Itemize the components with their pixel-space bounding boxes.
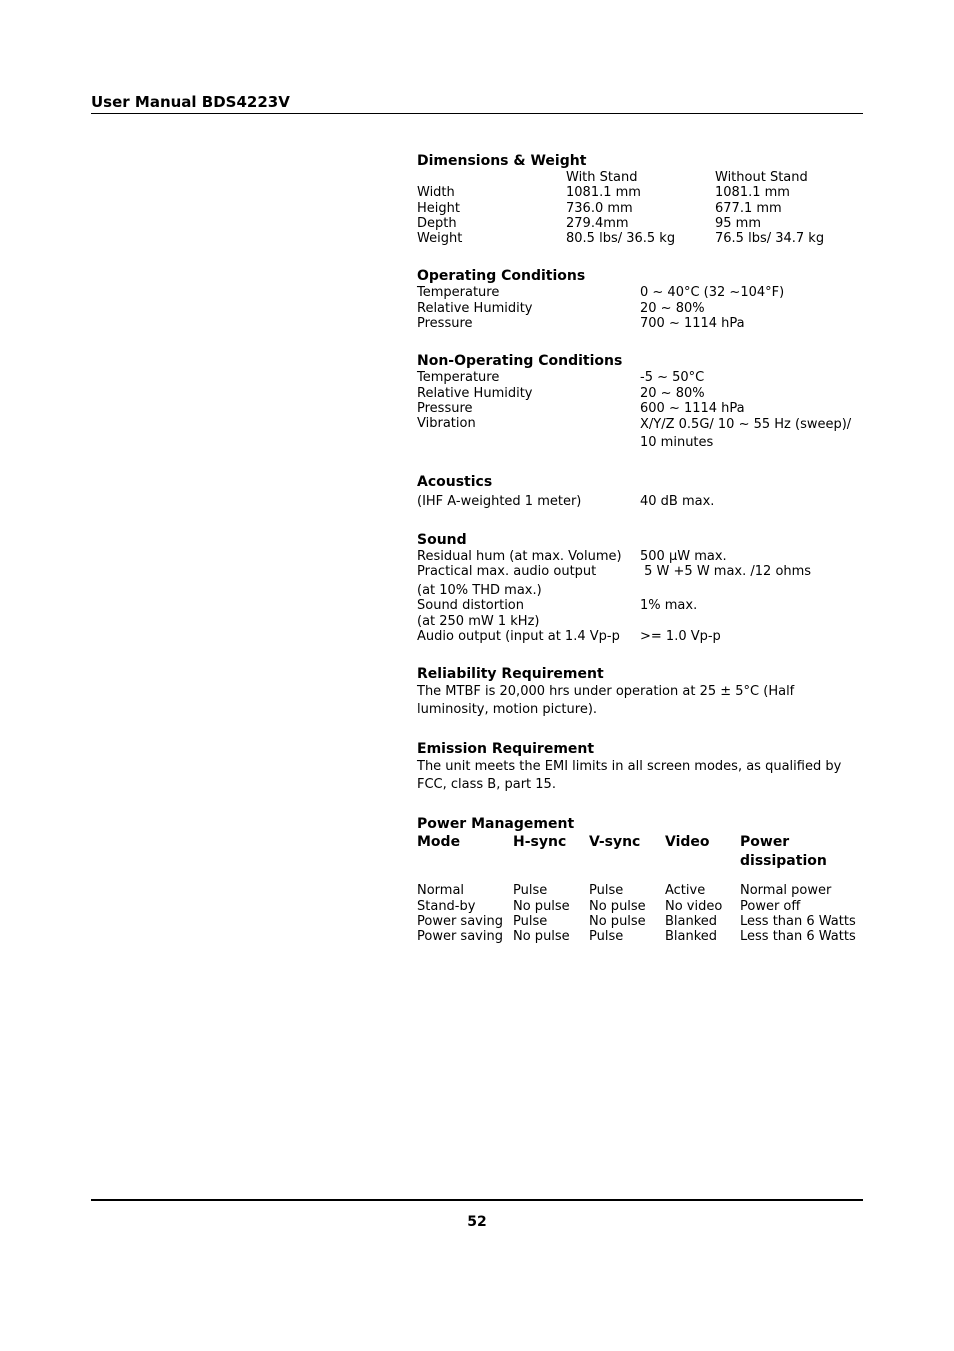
spec-value: 1% max. — [640, 598, 698, 614]
spec-value: 40 dB max. — [640, 494, 715, 510]
reliability-section — [417, 665, 857, 719]
dimensions-section — [417, 152, 857, 246]
table-row — [417, 216, 857, 231]
col-mode: Mode — [417, 834, 461, 851]
power-title: Power Management — [417, 816, 575, 833]
dim-label: Depth — [417, 215, 457, 231]
pm-vsync: No pulse — [589, 913, 646, 929]
dim-without: 677.1 mm — [715, 200, 782, 216]
spec-label: Pressure — [417, 400, 473, 416]
spec-label: Relative Humidity — [417, 300, 533, 316]
table-row — [417, 494, 857, 509]
spec-value: 500 μW max. — [640, 548, 727, 564]
spec-label: Residual hum (at max. Volume) — [417, 548, 622, 564]
table-row — [417, 914, 857, 929]
footer-divider — [91, 1199, 863, 1201]
document-header-title: User Manual BDS4223V — [91, 93, 290, 111]
power-header-row — [417, 833, 857, 871]
pm-power: Normal power — [740, 883, 832, 899]
non-operating-section — [417, 352, 857, 452]
spec-value: 5 W +5 W max. /12 ohms — [640, 563, 812, 579]
emission-section — [417, 740, 857, 794]
col-hsync: H-sync — [513, 834, 567, 851]
spec-value: 600 ~ 1114 hPa — [640, 400, 745, 416]
table-row — [417, 583, 857, 598]
pm-power: Power off — [740, 898, 801, 914]
pm-power: Less than 6 Watts — [740, 913, 856, 929]
spec-label: Audio output (input at 1.4 Vp-p — [417, 629, 620, 645]
spec-label: Temperature — [417, 285, 500, 301]
pm-video: Blanked — [665, 929, 718, 945]
dim-with: 736.0 mm — [566, 200, 633, 216]
header-divider — [91, 113, 863, 114]
col-without-stand: Without Stand — [715, 170, 808, 185]
pm-vsync: No pulse — [589, 898, 646, 914]
pm-mode: Stand-by — [417, 898, 476, 914]
spec-note: (at 250 mW 1 kHz) — [417, 613, 540, 629]
dim-without: 1081.1 mm — [715, 185, 790, 201]
sound-section — [417, 531, 857, 645]
dim-label: Width — [417, 185, 455, 201]
pm-hsync: Pulse — [513, 883, 548, 899]
spec-value: 700 ~ 1114 hPa — [640, 316, 745, 332]
spec-value: 20 ~ 80% — [640, 300, 705, 316]
spec-label: Vibration — [417, 416, 476, 432]
power-section — [417, 815, 857, 944]
pm-vsync: Pulse — [589, 883, 624, 899]
table-row — [417, 929, 857, 944]
reliability-text: The MTBF is 20,000 hrs under operation at 25 ± 5°C (Half luminosity, motion picture). — [417, 684, 795, 718]
col-video: Video — [665, 834, 710, 851]
table-row — [417, 564, 857, 579]
dim-without: 76.5 lbs/ 34.7 kg — [715, 231, 825, 247]
table-row — [417, 301, 857, 316]
dim-label: Height — [417, 200, 460, 216]
spec-label: Temperature — [417, 370, 500, 386]
pm-mode: Power saving — [417, 913, 503, 929]
dim-with: 279.4mm — [566, 215, 629, 231]
table-row — [417, 899, 857, 914]
dimensions-header-row — [417, 170, 857, 185]
operating-section — [417, 267, 857, 331]
non-operating-title: Non-Operating Conditions — [417, 353, 623, 370]
pm-vsync: Pulse — [589, 929, 624, 945]
emission-title: Emission Requirement — [417, 741, 595, 758]
table-row — [417, 549, 857, 564]
table-row — [417, 285, 857, 300]
table-row — [417, 883, 857, 898]
spec-value: 0 ~ 40°C (32 ~104°F) — [640, 285, 785, 301]
pm-hsync: No pulse — [513, 929, 570, 945]
table-row — [417, 401, 857, 416]
operating-title: Operating Conditions — [417, 268, 586, 285]
emission-text: The unit meets the EMI limits in all screen modes, as qualified by FCC, class B, part 15. — [417, 759, 842, 793]
table-row — [417, 185, 857, 200]
table-row — [417, 614, 857, 629]
table-row — [417, 370, 857, 385]
dimensions-title: Dimensions & Weight — [417, 153, 587, 169]
dim-label: Weight — [417, 231, 463, 247]
spec-note: (at 10% THD max.) — [417, 583, 542, 599]
spec-label: Pressure — [417, 316, 473, 332]
table-row — [417, 201, 857, 216]
acoustics-section — [417, 473, 857, 509]
table-row — [417, 598, 857, 613]
col-with-stand: With Stand — [566, 170, 638, 185]
spec-value: -5 ~ 50°C — [640, 370, 705, 386]
table-row — [417, 386, 857, 401]
pm-mode: Normal — [417, 883, 465, 899]
table-row — [417, 416, 857, 452]
spec-label: Sound distortion — [417, 598, 525, 614]
pm-video: Active — [665, 883, 706, 899]
pm-hsync: Pulse — [513, 913, 548, 929]
table-row — [417, 316, 857, 331]
spec-value: 20 ~ 80% — [640, 385, 705, 401]
spec-content — [417, 152, 857, 966]
sound-title: Sound — [417, 531, 467, 548]
dim-with: 1081.1 mm — [566, 185, 641, 201]
pm-hsync: No pulse — [513, 898, 570, 914]
pm-mode: Power saving — [417, 929, 503, 945]
pm-video: No video — [665, 898, 723, 914]
spec-label: Relative Humidity — [417, 385, 533, 401]
pm-video: Blanked — [665, 913, 718, 929]
pm-power: Less than 6 Watts — [740, 929, 856, 945]
col-vsync: V-sync — [589, 834, 641, 851]
table-row — [417, 629, 857, 644]
reliability-title: Reliability Requirement — [417, 666, 604, 683]
spec-value: X/Y/Z 0.5G/ 10 ~ 55 Hz (sweep)/ 10 minutes — [640, 417, 852, 451]
spec-label: Practical max. audio output — [417, 563, 597, 579]
spec-value: >= 1.0 Vp-p — [640, 629, 721, 645]
spec-label: (IHF A-weighted 1 meter) — [417, 494, 582, 510]
table-row — [417, 231, 857, 246]
dim-with: 80.5 lbs/ 36.5 kg — [566, 231, 676, 247]
power-table-body — [417, 883, 857, 944]
acoustics-title: Acoustics — [417, 474, 493, 491]
dim-without: 95 mm — [715, 215, 762, 231]
page-number: 52 — [467, 1214, 487, 1230]
col-power-dissipation: Power dissipation — [740, 834, 827, 870]
